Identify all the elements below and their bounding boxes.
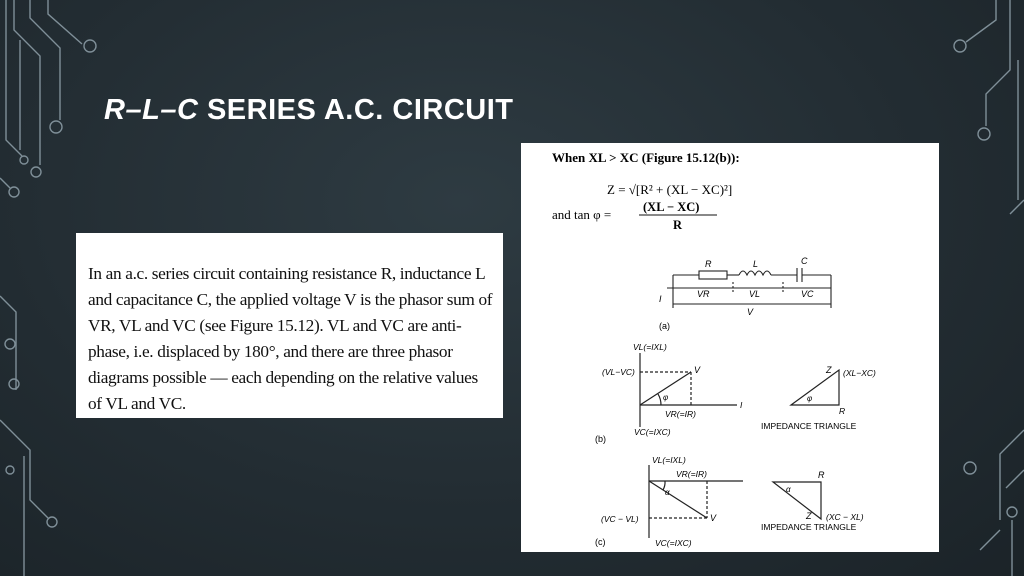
b-vl-label: VL(=IXL) — [633, 342, 667, 352]
b-phi-label: φ — [663, 393, 669, 402]
tri-c-xcxl-label: (XC − XL) — [826, 512, 864, 522]
b-i-label: I — [740, 400, 743, 410]
equation-z: Z = √[R² + (XL − XC)²] — [607, 182, 733, 197]
caption-b: (b) — [595, 434, 606, 444]
b-vr-label: VR(=IR) — [665, 409, 696, 419]
tri-b-r-label: R — [839, 406, 846, 416]
circuit-label-vr: VR — [697, 289, 710, 299]
c-vc-label: VC(=IXC) — [655, 538, 692, 548]
caption-a: (a) — [659, 321, 670, 331]
tri-b-xlxc-label: (XL−XC) — [843, 368, 876, 378]
b-vc-label: VC(=IXC) — [634, 427, 671, 437]
circuit-label-vl: VL — [749, 289, 761, 299]
c-alpha-label: α — [665, 488, 670, 497]
tri-c-z-label: Z — [806, 511, 812, 521]
tri-c-alpha-label: α — [786, 485, 791, 494]
title-sep-1: – — [125, 94, 143, 126]
c-v-label: V — [710, 513, 717, 523]
c-vr-label: VR(=IR) — [676, 469, 707, 479]
circuit-label-c: C — [801, 256, 808, 266]
title-rest: SERIES A.C. CIRCUIT — [198, 94, 514, 126]
figure-heading: When XL > XC (Figure 15.12(b)): — [552, 150, 740, 165]
slide-title — [104, 94, 513, 127]
figure-panel — [521, 143, 939, 552]
b-v-label: V — [694, 365, 701, 375]
tri-b-caption: IMPEDANCE TRIANGLE — [761, 421, 857, 431]
tri-b-phi-label: φ — [807, 394, 813, 403]
title-r: R — [104, 94, 126, 126]
b-vl-minus-vc-label: (VL−VC) — [602, 367, 635, 377]
circuit-label-i: I — [659, 294, 662, 304]
circuit-label-v: V — [747, 307, 754, 317]
circuit-diagram — [667, 268, 831, 308]
tri-c-r-label: R — [818, 470, 825, 480]
equation-tan-prefix: and tan φ = — [552, 207, 612, 222]
c-vl-label: VL(=IXL) — [652, 455, 686, 465]
title-l: L — [142, 94, 161, 126]
tri-c-caption: IMPEDANCE TRIANGLE — [761, 522, 857, 532]
circuit-label-l: L — [753, 259, 759, 269]
impedance-triangle-c — [773, 482, 821, 519]
circuit-label-r: R — [705, 259, 712, 269]
c-vc-minus-vl-label: (VC − VL) — [601, 514, 639, 524]
title-sep-2: – — [160, 94, 177, 126]
tri-b-z-label: Z — [826, 365, 832, 375]
caption-c: (c) — [595, 537, 606, 547]
body-paragraph: In an a.c. series circuit containing resistance R, inductance L and capacitance C, the applied voltage V is the phasor sum of VR, VL and VC (see Figure 15.12). VL and VC are anti-phase, i.e. displaced by 180°, and there are three phasor diagrams possible — each depending on the relative values of VL and VC. — [88, 264, 493, 413]
equation-tan-denominator: R — [673, 218, 683, 232]
phasor-figure — [521, 143, 939, 552]
circuit-label-vc: VC — [801, 289, 814, 299]
text-panel — [76, 233, 503, 418]
impedance-triangle-b — [791, 370, 839, 405]
equation-tan-numerator: (XL − XC) — [643, 200, 700, 214]
title-c: C — [176, 94, 199, 126]
